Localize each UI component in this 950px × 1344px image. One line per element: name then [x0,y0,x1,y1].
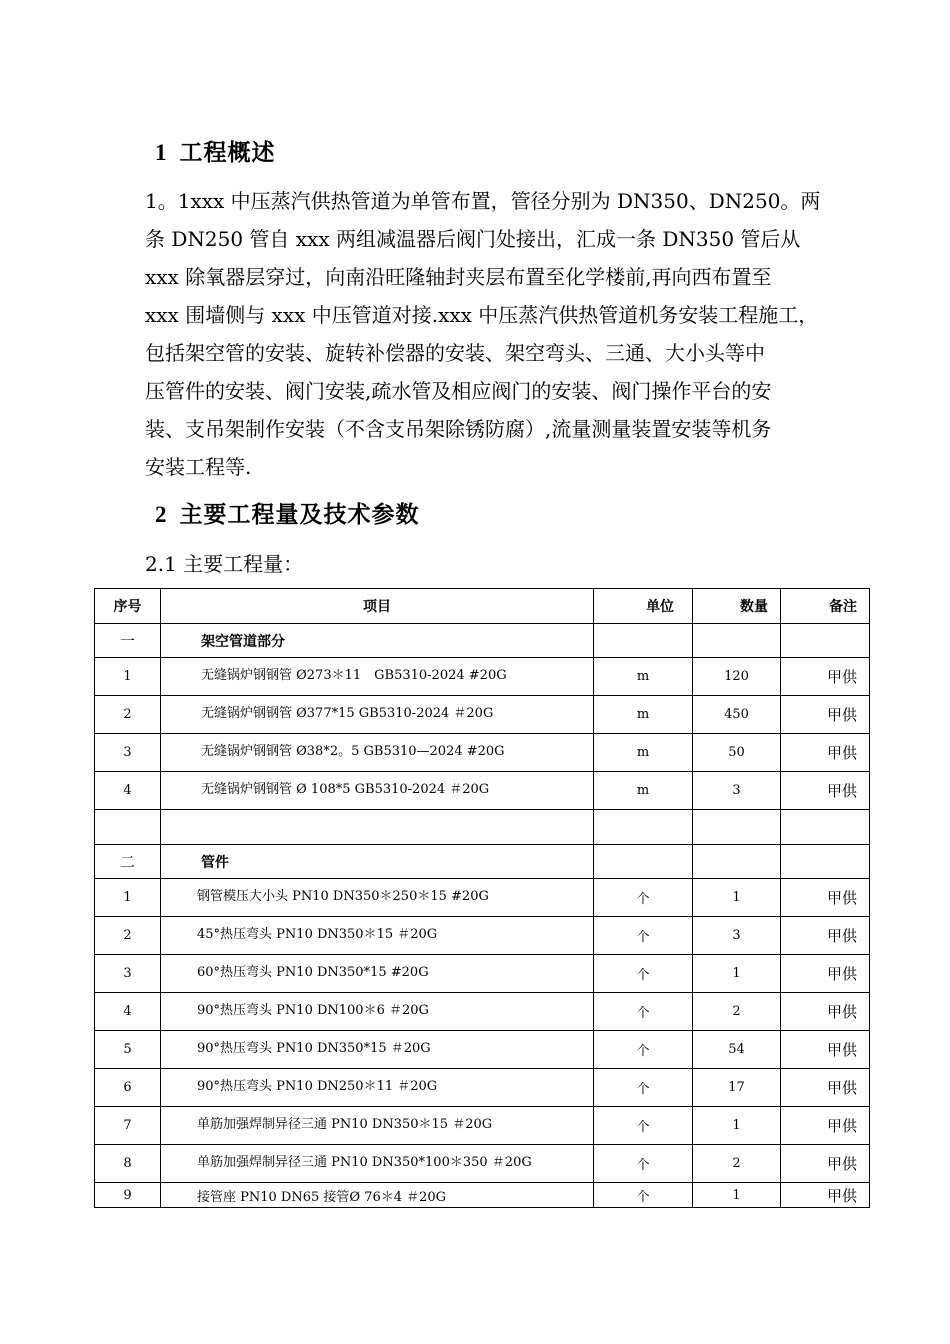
empty-cell [693,624,781,658]
row-item [161,658,594,696]
row-item [161,772,594,810]
table-row [95,955,870,993]
header-unit: 单位 [594,589,693,624]
row-item [161,1145,594,1183]
row-item [161,993,594,1031]
section-row-fittings [95,845,870,879]
paragraph-line: xxx 除氧器层穿过，向南沿旺隆轴封夹层布置至化学楼前,再向西布置至 [145,265,772,289]
row-qty: 2 [693,993,781,1031]
row-unit: 个 [594,879,693,917]
section-1-title: 工程概述 [179,140,276,166]
header-qty: 数量 [693,589,781,624]
row-remark: 甲供 [781,955,870,993]
row-qty: 1 [693,1107,781,1145]
row-remark: 甲供 [781,917,870,955]
row-remark: 甲供 [781,1107,870,1145]
row-item [161,917,594,955]
row-no: 4 [95,993,161,1031]
row-remark: 甲供 [781,1183,870,1208]
section-title: 架空管道部分 [161,624,594,658]
row-no: 9 [95,1183,161,1208]
row-qty: 1 [693,955,781,993]
header-remark: 备注 [781,589,870,624]
row-unit: 个 [594,1069,693,1107]
row-unit: 个 [594,1183,693,1208]
row-item-text: 无缝锅炉钢钢管 Ø273＊11 GB5310-2024 #20G [201,668,507,683]
row-no: 1 [95,879,161,917]
row-remark: 甲供 [781,696,870,734]
row-qty: 2 [693,1145,781,1183]
paragraph-line: xxx 围墙侧与 xxx 中压管道对接.xxx 中压蒸汽供热管道机务安装工程施工， [145,303,819,327]
row-item-text: 无缝锅炉钢钢管 Ø377*15 GB5310-2024 ＃20G [201,706,494,721]
row-item-text: 接管座 PN10 DN65 接管Ø 76＊4 ＃20G [197,1189,447,1205]
empty-cell [693,845,781,879]
row-remark: 甲供 [781,734,870,772]
row-unit: 个 [594,917,693,955]
row-no: 7 [95,1107,161,1145]
row-qty: 450 [693,696,781,734]
row-no: 8 [95,1145,161,1183]
quantities-table [94,588,870,1208]
row-remark: 甲供 [781,772,870,810]
table-row [95,1107,870,1145]
row-qty: 1 [693,879,781,917]
table-row [95,696,870,734]
row-item-text: 90°热压弯头 PN10 DN350*15 ＃20G [197,1041,431,1056]
row-item-text: 60°热压弯头 PN10 DN350*15 #20G [197,965,429,980]
row-unit: 个 [594,993,693,1031]
row-unit: m [594,734,693,772]
row-unit: m [594,696,693,734]
paragraph-line: 装、支吊架制作安装（不含支吊架除锈防腐）,流量测量装置安装等机务 [145,417,772,441]
section-no: 二 [95,845,161,879]
empty-cell [781,624,870,658]
table-row [95,1031,870,1069]
row-qty: 3 [693,917,781,955]
empty-cell [594,624,693,658]
section-2-heading [155,496,420,529]
row-remark: 甲供 [781,993,870,1031]
row-item-text: 无缝锅炉钢钢管 Ø 108*5 GB5310-2024 ＃20G [201,782,490,797]
row-remark: 甲供 [781,1069,870,1107]
row-item [161,955,594,993]
row-remark: 甲供 [781,658,870,696]
row-item [161,1107,594,1145]
table-row [95,993,870,1031]
row-no: 4 [95,772,161,810]
row-remark: 甲供 [781,879,870,917]
row-item [161,879,594,917]
paragraph-line: 压管件的安装、阀门安装,疏水管及相应阀门的安装、阀门操作平台的安 [145,379,772,403]
row-unit: 个 [594,955,693,993]
row-item-text: 45°热压弯头 PN10 DN350＊15 ＃20G [197,927,438,942]
section-2-number: 2 [155,502,168,527]
table-row [95,1069,870,1107]
section-1-heading [155,134,276,167]
paragraph-line: 包括架空管的安装、旋转补偿器的安装、架空弯头、三通、大小头等中 [145,341,765,365]
paragraph-line: 安装工程等. [145,455,252,479]
header-no: 序号 [95,589,161,624]
table-row [95,1145,870,1183]
row-no: 3 [95,734,161,772]
row-item [161,1183,594,1208]
empty-cell [693,810,781,845]
row-qty: 120 [693,658,781,696]
row-item-text: 单筋加强焊制异径三通 PN10 DN350＊15 ＃20G [197,1117,493,1132]
empty-cell [594,810,693,845]
row-item-text: 90°热压弯头 PN10 DN100＊6 ＃20G [197,1003,429,1018]
empty-cell [781,810,870,845]
row-qty: 50 [693,734,781,772]
table-row [95,1183,870,1208]
section-1-paragraph [145,182,875,486]
row-no: 2 [95,917,161,955]
empty-cell [781,845,870,879]
row-item-text: 90°热压弯头 PN10 DN250＊11 ＃20G [197,1079,438,1094]
row-item-text: 无缝锅炉钢钢管 Ø38*2。5 GB5310—2024 #20G [201,744,505,759]
row-item-text: 单筋加强焊制异径三通 PN10 DN350*100＊350 ＃20G [197,1155,532,1170]
table-header-row [95,589,870,624]
row-remark: 甲供 [781,1031,870,1069]
row-unit: 个 [594,1145,693,1183]
row-item [161,734,594,772]
row-qty: 54 [693,1031,781,1069]
empty-cell [95,810,161,845]
section-2-title: 主要工程量及技术参数 [179,502,420,528]
table-row [95,917,870,955]
row-unit: 个 [594,1107,693,1145]
row-unit: m [594,658,693,696]
row-no: 3 [95,955,161,993]
row-remark: 甲供 [781,1145,870,1183]
row-item [161,1031,594,1069]
table-row [95,734,870,772]
header-item: 项目 [161,589,594,624]
empty-cell [594,845,693,879]
row-item-text: 钢管模压大小头 PN10 DN350＊250＊15 #20G [197,889,489,904]
row-qty: 3 [693,772,781,810]
row-unit: m [594,772,693,810]
row-item [161,696,594,734]
table-row [95,658,870,696]
paragraph-line: 条 DN250 管自 xxx 两组减温器后阀门处接出，汇成一条 DN350 管后从 [145,227,801,251]
row-no: 1 [95,658,161,696]
table-row [95,772,870,810]
blank-row [95,810,870,845]
row-unit: 个 [594,1031,693,1069]
row-no: 6 [95,1069,161,1107]
empty-cell [161,810,594,845]
paragraph-line: 1。1xxx 中压蒸汽供热管道为单管布置，管径分别为 DN350、DN250。两 [145,189,821,213]
section-no: 一 [95,624,161,658]
section-title: 管件 [161,845,594,879]
section-1-number: 1 [155,140,168,165]
section-row-pipes [95,624,870,658]
row-no: 5 [95,1031,161,1069]
row-qty: 1 [693,1183,781,1208]
section-2-1-subtitle: 2.1 主要工程量： [145,552,304,576]
table-row [95,879,870,917]
row-item [161,1069,594,1107]
row-no: 2 [95,696,161,734]
row-qty: 17 [693,1069,781,1107]
